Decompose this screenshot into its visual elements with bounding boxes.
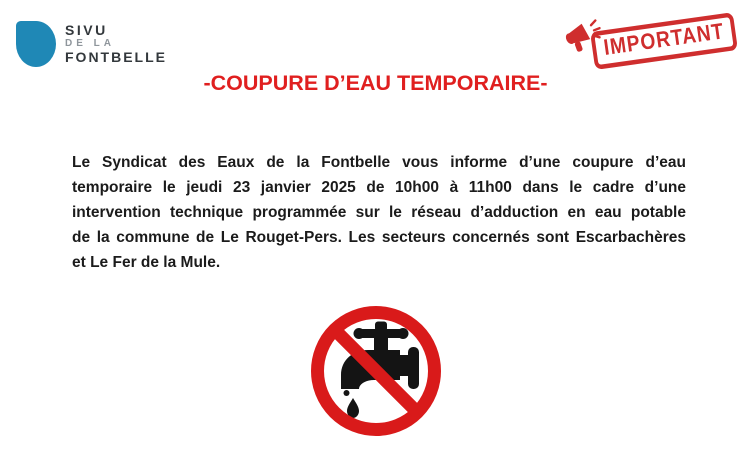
logo-line-fontbelle: FONTBELLE <box>65 49 167 65</box>
no-water-sign <box>308 303 444 439</box>
logo-line-de-la: DE LA <box>65 38 115 49</box>
body-line-3: intervention technique programmée sur le réseau d’adduction en eau potable <box>72 204 686 221</box>
body-line-4: de la commune de Le Rouget-Pers. Les secteurs concernés sont Escarbachères <box>72 229 686 246</box>
body-line-5: et Le Fer de la Mule. <box>72 254 221 271</box>
body-line-1: Le Syndicat des Eaux de la Fontbelle vous informe d’une coupure d’eau <box>72 154 686 171</box>
logo-text <box>65 21 167 64</box>
page-title: -COUPURE D’EAU TEMPORAIRE- <box>203 71 548 95</box>
notice-body <box>72 150 686 275</box>
sivu-fontbelle-logo <box>16 21 167 67</box>
important-stamp <box>587 14 741 69</box>
logo-line-sivu: SIVU <box>65 22 108 38</box>
water-drop-logo-icon <box>16 21 56 67</box>
body-line-2: temporaire le jeudi 23 janvier 2025 de 10h00 à 11h00 dans le cadre d’une <box>72 179 686 196</box>
important-stamp-label: IMPORTANT <box>590 12 738 70</box>
no-water-sign-graphic <box>308 303 444 439</box>
